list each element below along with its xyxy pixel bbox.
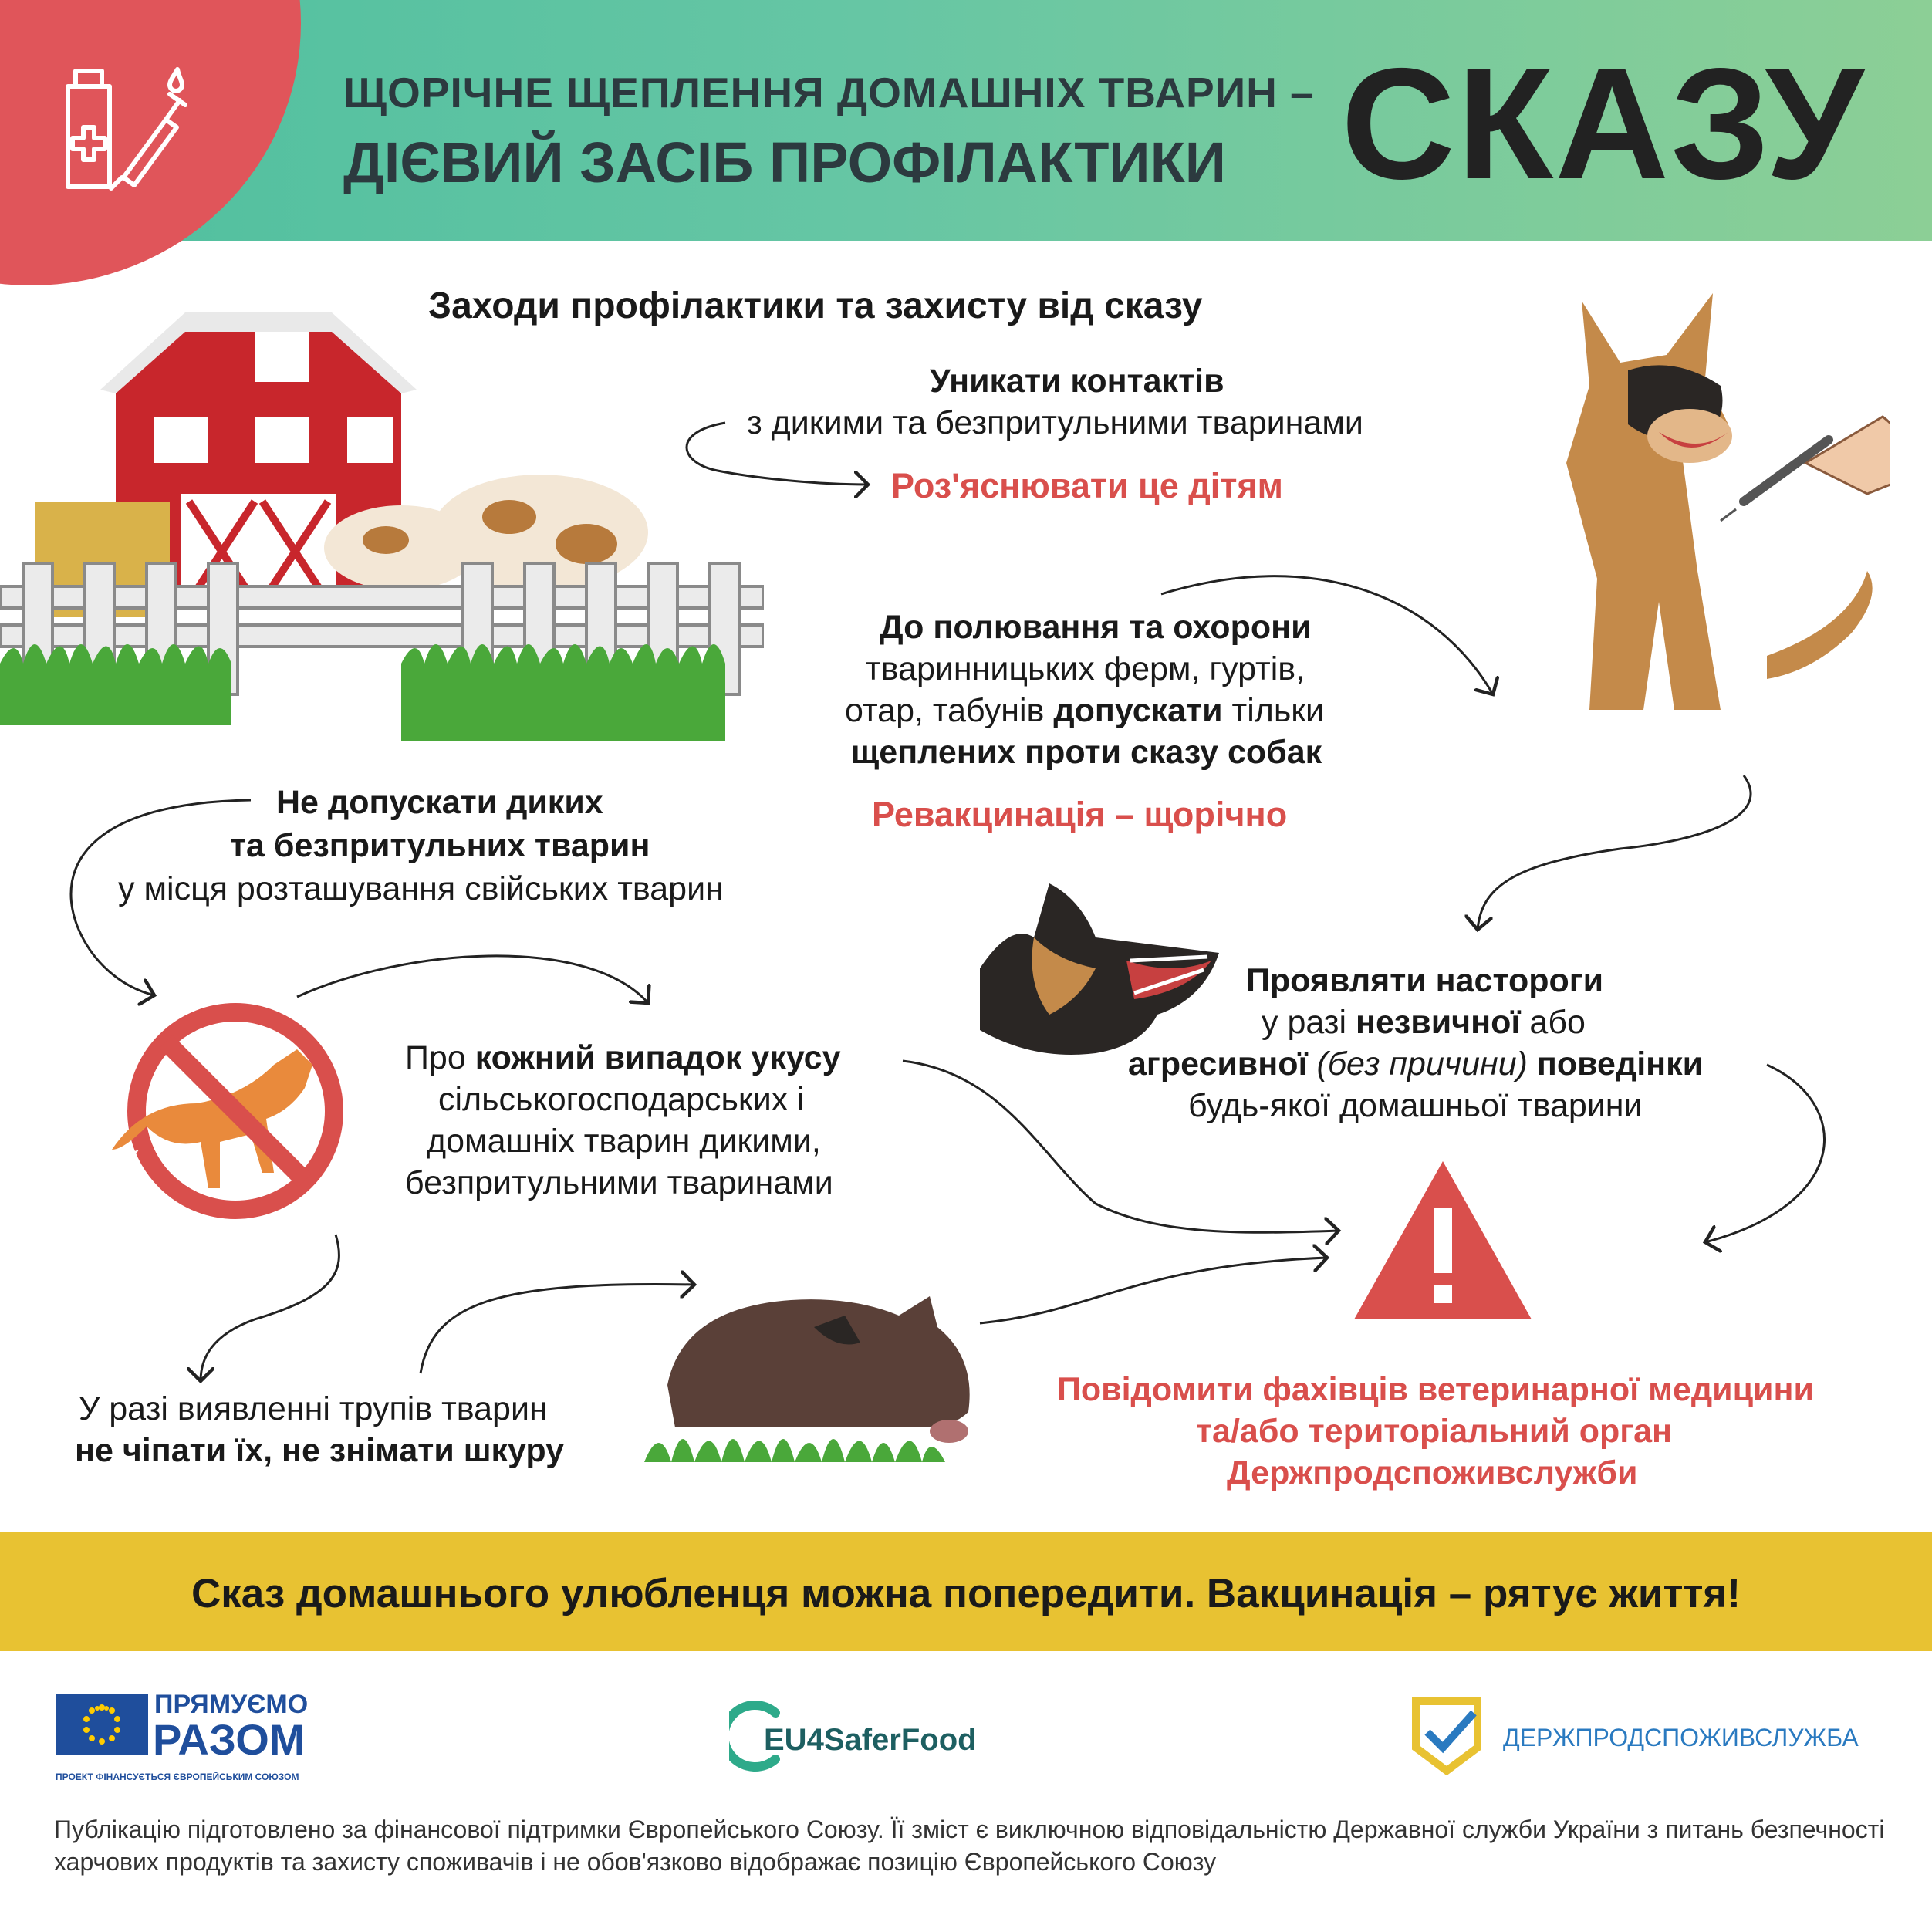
arrow-fox-to-carcass	[201, 1235, 339, 1381]
caution-line-3: агресивної (без причини) поведінки	[1128, 1045, 1704, 1083]
eu-logo-line-1: ПРЯМУЄМО	[154, 1690, 309, 1719]
banner-text: Сказ домашнього улюбленця можна попередити. Вакцинація – рятує життя!	[191, 1571, 1741, 1616]
eu-logo-caption: ПРОЕКТ ФІНАНСУЄТЬСЯ ЄВРОПЕЙСЬКИМ СОЮЗОМ	[56, 1772, 299, 1782]
arrow-boar-to-warning	[980, 1258, 1327, 1323]
eu-flag-icon	[56, 1694, 148, 1755]
no-wild-line-1: Не допускати диких	[276, 784, 603, 821]
hunting-line-2: тваринницьких ферм, гуртів,	[866, 650, 1305, 687]
eu-logo-line-2: РАЗОМ	[153, 1715, 306, 1764]
hunting-line-3: отар, табунів допускати тільки	[845, 692, 1325, 729]
explain-to-children: Роз'яснювати це дітям	[891, 466, 1283, 505]
avoid-contact-text: з дикими та безпритульними тваринами	[747, 404, 1363, 441]
title-big: СКАЗУ	[1341, 35, 1866, 212]
title-line-1: ЩОРІЧНЕ ЩЕПЛЕННЯ ДОМАШНІХ ТВАРИН –	[343, 69, 1315, 117]
bite-line-3: домашніх тварин дикими,	[427, 1123, 821, 1160]
caution-line-2: у разі незвичної або	[1262, 1004, 1586, 1041]
hunting-line-4: щеплених проти сказу собак	[851, 734, 1322, 771]
barn-farm-illustration	[0, 309, 764, 741]
aggressive-dog-head-illustration	[972, 876, 1227, 1061]
bite-line-4: безпритульними тваринами	[405, 1164, 833, 1201]
no-fox-prohibition-sign	[96, 995, 359, 1235]
notify-line-2: та/або територіальний орган	[1196, 1413, 1673, 1450]
no-wild-line-3: у місця розташування свійських тварин	[118, 870, 724, 907]
arrow-dog-to-angrydog	[1478, 775, 1751, 930]
revaccination-yearly: Ревакцинація – щорічно	[872, 795, 1288, 834]
caution-line-4: будь-якої домашньої тварини	[1188, 1087, 1643, 1124]
caution-line-1: Проявляти настороги	[1246, 962, 1604, 999]
avoid-contact-heading: Уникати контактів	[930, 363, 1224, 400]
bite-line-1: Про кожний випадок укусу	[405, 1039, 841, 1076]
notify-line-3: Держпродспоживслужби	[1227, 1454, 1638, 1491]
no-wild-line-2: та безпритульних тварин	[230, 827, 650, 864]
warning-triangle-icon	[1346, 1153, 1539, 1327]
footer-disclaimer: Публікацію підготовлено за фінансової підтримки Європейського Союзу. Її зміст є виключною відповідальністю Державної служби України з питань безпечності харчових продуктів та захисту споживачів і не обов'язково відображає позицію Європейського Союзу	[54, 1815, 1885, 1876]
vaccine-vial-syringe-icon	[54, 54, 201, 201]
hunting-line-1: До полювання та охорони	[880, 609, 1312, 646]
shepherd-dog-vaccination-illustration	[1512, 285, 1890, 779]
carcass-line-2: не чіпати їх, не знімати шкуру	[75, 1432, 565, 1469]
dps-shield-logo-icon	[1412, 1697, 1481, 1775]
arrow-caution-to-warning	[1705, 1065, 1825, 1242]
eu4saferfood-logo-text: EU4SaferFood	[764, 1723, 977, 1757]
carcass-line-1: У разі виявленні трупів тварин	[79, 1390, 548, 1427]
bite-line-2: сільськогосподарських і	[438, 1081, 805, 1118]
title-line-2: ДІЄВИЙ ЗАСІБ ПРОФІЛАКТИКИ	[343, 130, 1226, 194]
subtitle: Заходи профілактики та захисту від сказу	[428, 285, 1203, 326]
dps-logo-text: ДЕРЖПРОДСПОЖИВСЛУЖБА	[1503, 1724, 1859, 1751]
notify-line-1: Повідомити фахівців ветеринарної медицини	[1057, 1371, 1814, 1408]
dead-boar-illustration	[644, 1269, 984, 1470]
